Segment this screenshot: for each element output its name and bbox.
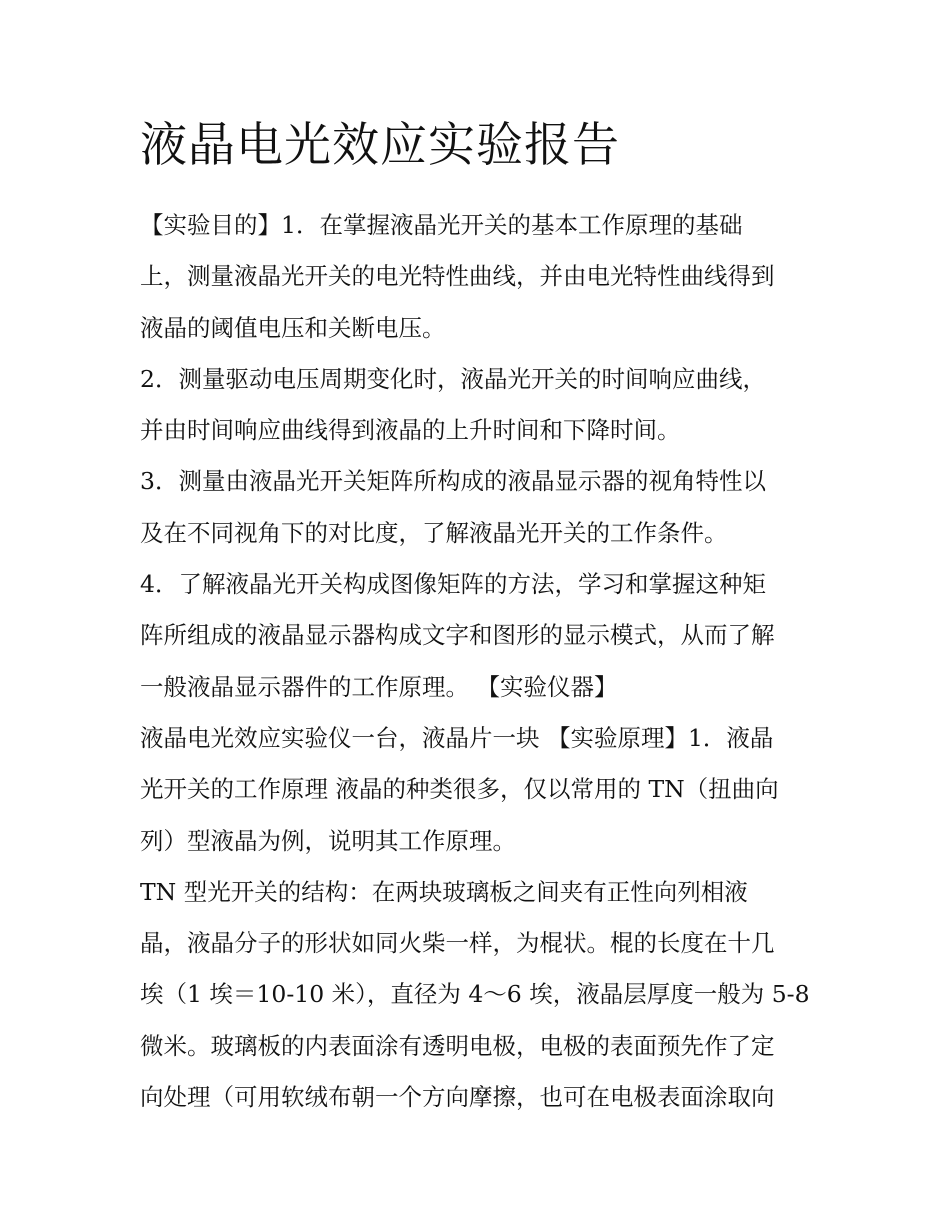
body-line: 上，测量液晶光开关的电光特性曲线，并由电光特性曲线得到 <box>140 262 775 291</box>
body-line: 阵所组成的液晶显示器构成文字和图形的显示模式，从而了解 <box>140 621 775 650</box>
body-line: 一般液晶显示器件的工作原理。 【实验仪器】 <box>140 672 618 701</box>
body-line: 并由时间响应曲线得到液晶的上升时间和下降时间。 <box>140 416 681 445</box>
body-line: 晶，液晶分子的形状如同火柴一样，为棍状。棍的长度在十几 <box>140 929 775 958</box>
body-line: 微米。玻璃板的内表面涂有透明电极，电极的表面预先作了定 <box>140 1031 775 1060</box>
body-line: 4．了解液晶光开关构成图像矩阵的方法，学习和掌握这种矩 <box>140 570 766 599</box>
document-title: 液晶电光效应实验报告 <box>140 118 620 173</box>
body-line: 【实验目的】1．在掌握液晶光开关的基本工作原理的基础 <box>140 211 743 239</box>
body-line: 液晶的阈值电压和关断电压。 <box>140 313 446 342</box>
body-line: 2．测量驱动电压周期变化时，液晶光开关的时间响应曲线， <box>140 364 766 393</box>
body-line: TN 型光开关的结构：在两块玻璃板之间夹有正性向列相液 <box>140 877 748 906</box>
body-line: 液晶电光效应实验仪一台，液晶片一块 【实验原理】1．液晶 <box>140 723 774 752</box>
body-line: 向处理（可用软绒布朝一个方向摩擦，也可在电极表面涂取向 <box>140 1083 775 1112</box>
body-line: 列）型液晶为例，说明其工作原理。 <box>140 826 516 855</box>
document-body <box>140 200 820 1123</box>
body-line: 及在不同视角下的对比度，了解液晶光开关的工作条件。 <box>140 518 728 547</box>
body-line: 3．测量由液晶光开关矩阵所构成的液晶显示器的视角特性以 <box>140 467 766 496</box>
body-line: 埃（1 埃＝10-10 米），直径为 4～6 埃，液晶层厚度一般为 5-8 <box>140 980 810 1009</box>
body-line: 光开关的工作原理 液晶的种类很多，仅以常用的 TN（扭曲向 <box>140 775 779 804</box>
